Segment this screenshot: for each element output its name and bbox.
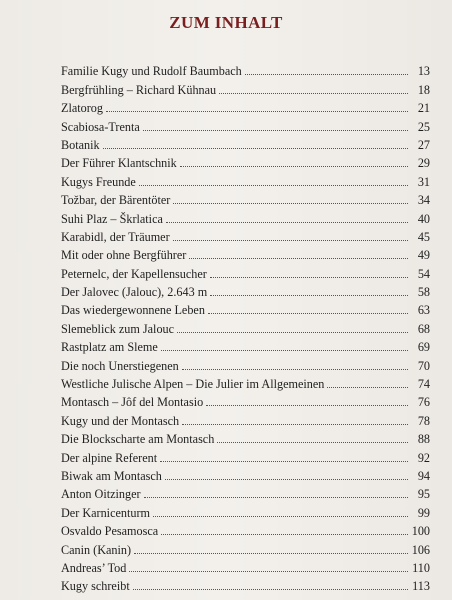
toc-entry-title: Slemeblick zum Jalouc [61,321,175,336]
toc-entry [61,465,430,483]
toc-entry [61,262,430,280]
toc-entry [61,520,430,538]
dot-leader [160,461,408,462]
dot-leader [182,424,408,425]
toc-entry [61,317,430,335]
toc-entry [61,299,430,317]
dot-leader [173,240,408,241]
toc-entry-title: Der alpine Referent [61,450,158,465]
toc-entry [61,281,430,299]
toc-entry-page-number: 70 [417,358,430,373]
toc-entry-page-number: 31 [417,174,430,189]
toc-entry-page-number: 110 [412,560,430,575]
toc-entry [61,501,430,519]
toc-entry-title: Der Führer Klantschnik [61,156,177,171]
toc-entry-title: Die noch Unerstiegenen [61,358,179,373]
dot-leader [173,203,408,204]
toc-entry-title: Montasch – Jôf del Montasio [61,395,204,410]
toc-entry-title: Der Jalovec (Jalouc), 2.643 m [61,285,208,300]
toc-entry-page-number: 58 [417,285,430,300]
page-title: ZUM INHALT [169,13,283,32]
toc-entry-title: Der Karnicenturm [61,505,150,520]
toc-entry [61,97,430,115]
toc-entry [61,373,430,391]
toc-entry-title: Kugy und der Montasch [61,413,180,428]
toc-entry [61,78,430,96]
toc-entry-title: Familie Kugy und Rudolf Baumbach [61,64,242,79]
dot-leader [189,258,408,259]
dot-leader [219,93,408,94]
dot-leader [133,589,408,590]
dot-leader [161,350,408,351]
dot-leader [208,313,408,314]
toc-entry [61,244,430,262]
dot-leader [182,369,408,370]
table-of-contents [61,60,430,593]
dot-leader [134,553,408,554]
toc-entry-page-number: 29 [417,156,430,171]
toc-entry-page-number: 88 [417,432,430,447]
toc-entry [61,152,430,170]
toc-entry [61,336,430,354]
toc-entry [61,354,430,372]
dot-leader [166,222,408,223]
toc-entry-page-number: 13 [417,64,430,79]
dot-leader [210,277,408,278]
dot-leader [206,405,408,406]
toc-entry-page-number: 106 [411,542,430,557]
dot-leader [327,387,408,388]
toc-entry-page-number: 95 [417,487,430,502]
toc-entry-page-number: 113 [412,579,430,594]
toc-entry-title: Anton Oitzinger [61,487,141,502]
toc-entry-page-number: 100 [411,524,430,539]
toc-entry [61,189,430,207]
toc-entry [61,170,430,188]
toc-entry-page-number: 68 [417,321,430,336]
toc-entry-page-number: 18 [417,82,430,97]
dot-leader [106,111,408,112]
toc-entry-page-number: 76 [417,395,430,410]
toc-entry-title: Das wiedergewonnene Leben [61,303,205,318]
toc-entry-page-number: 45 [417,229,430,244]
dot-leader [180,166,408,167]
toc-entry-title: Westliche Julische Alpen – Die Julier im Allgemeinen [61,377,325,392]
toc-entry-title: Tožbar, der Bärentöter [61,193,171,208]
dot-leader [139,185,408,186]
dot-leader [103,148,408,149]
toc-entry-page-number: 34 [417,193,430,208]
toc-entry-title: Kugys Freunde [61,174,136,189]
toc-entry [61,207,430,225]
dot-leader [245,74,408,75]
toc-entry-title: Suhi Plaz – Škrlatica [61,211,163,226]
toc-entry [61,226,430,244]
toc-entry-title: Zlatorog [61,101,103,116]
toc-entry-page-number: 92 [417,450,430,465]
dot-leader [217,442,408,443]
toc-entry [61,391,430,409]
dot-leader [210,295,408,296]
toc-entry-title: Botanik [61,137,100,152]
toc-entry [61,428,430,446]
toc-entry [61,483,430,501]
dot-leader [129,571,408,572]
dot-leader [144,497,408,498]
toc-entry-page-number: 78 [417,413,430,428]
toc-entry-page-number: 63 [417,303,430,318]
toc-entry-title: Osvaldo Pesamosca [61,524,159,539]
toc-entry-page-number: 69 [417,340,430,355]
dot-leader [153,516,408,517]
toc-entry [61,575,430,593]
dot-leader [161,534,408,535]
toc-entry-title: Andreas’ Tod [61,560,127,575]
toc-entry-page-number: 94 [417,468,430,483]
toc-entry-page-number: 54 [417,266,430,281]
toc-entry [61,60,430,78]
toc-entry [61,446,430,464]
toc-entry-page-number: 25 [417,119,430,134]
toc-entry-title: Rastplatz am Sleme [61,340,158,355]
toc-entry [61,409,430,427]
toc-entry-title: Canin (Kanin) [61,542,132,557]
toc-entry-page-number: 21 [417,101,430,116]
toc-entry-page-number: 99 [417,505,430,520]
toc-entry-page-number: 74 [417,377,430,392]
toc-entry-title: Scabiosa-Trenta [61,119,140,134]
toc-entry-page-number: 27 [417,137,430,152]
toc-entry [61,115,430,133]
toc-entry-title: Peternelc, der Kapellensucher [61,266,207,281]
toc-entry-title: Biwak am Montasch [61,468,162,483]
toc-entry-title: Bergfrühling – Richard Kühnau [61,82,217,97]
toc-entry-title: Kugy schreibt [61,579,130,594]
dot-leader [177,332,408,333]
dot-leader [165,479,408,480]
toc-entry [61,134,430,152]
toc-entry-title: Die Blockscharte am Montasch [61,432,215,447]
toc-entry-page-number: 40 [417,211,430,226]
toc-entry-page-number: 49 [417,248,430,263]
toc-entry [61,557,430,575]
toc-entry [61,538,430,556]
dot-leader [143,130,408,131]
toc-entry-title: Karabidl, der Träumer [61,229,170,244]
toc-entry-title: Mit oder ohne Bergführer [61,248,187,263]
